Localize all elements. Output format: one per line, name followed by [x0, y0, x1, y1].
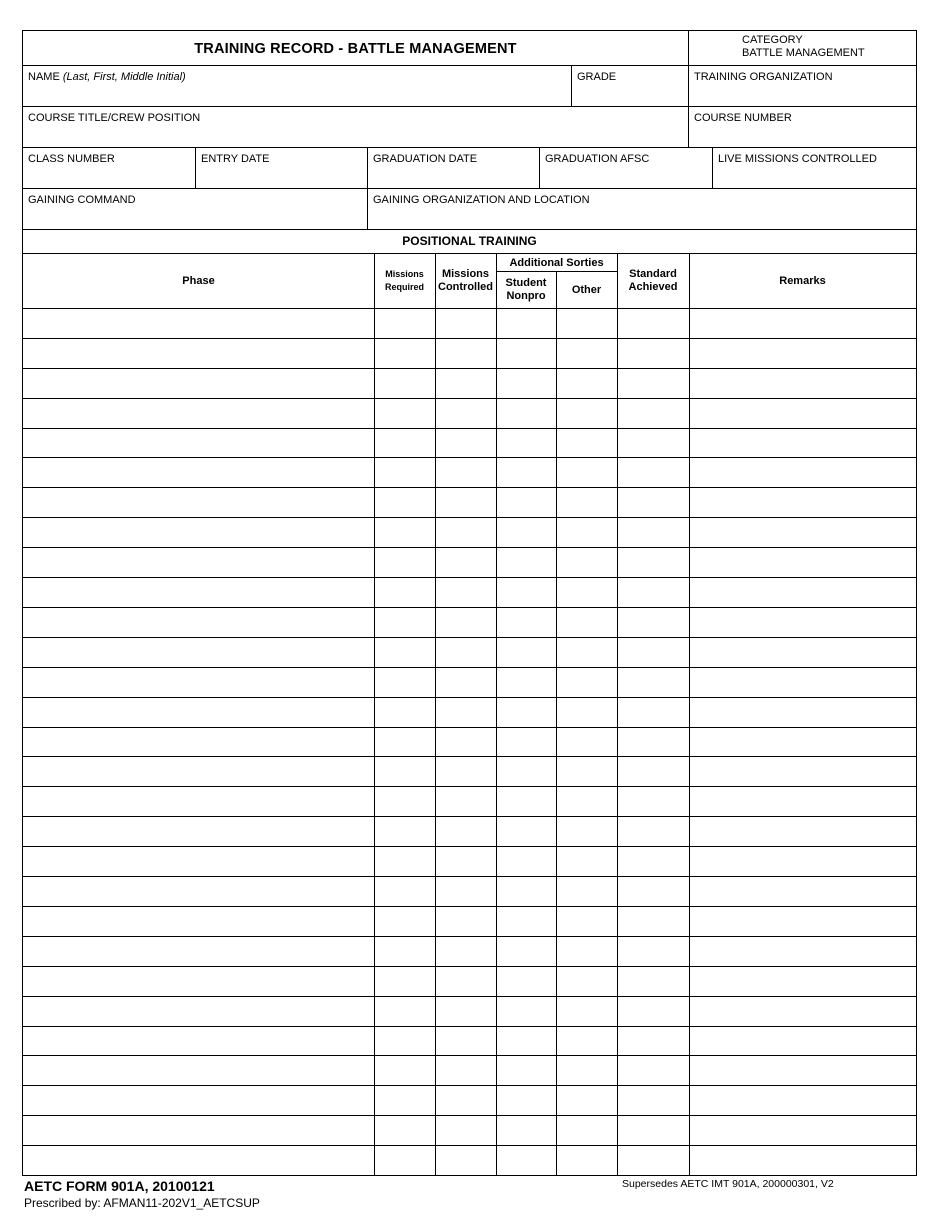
positional-training-title: POSITIONAL TRAINING	[402, 234, 537, 248]
header-additional-sorties: Additional Sorties	[509, 256, 604, 269]
graduation-date-field[interactable]	[367, 148, 539, 188]
table-row[interactable]	[23, 309, 916, 339]
header-standard-achieved	[617, 254, 689, 308]
category-box	[688, 31, 916, 65]
form-id: AETC FORM 901A, 20100121	[24, 1178, 215, 1194]
supersedes-note: Supersedes AETC IMT 901A, 200000301, V2	[622, 1178, 834, 1190]
table-row[interactable]	[23, 518, 916, 548]
course-row	[23, 107, 916, 148]
name-hint: (Last, First, Middle Initial)	[62, 71, 186, 83]
category-label: CATEGORY	[742, 34, 803, 46]
training-org-field[interactable]	[688, 66, 916, 106]
col-line-6	[689, 254, 690, 1176]
course-number-field[interactable]	[688, 107, 916, 147]
table-row[interactable]	[23, 1086, 916, 1116]
header-student-nonpro	[496, 272, 556, 308]
header-student-nonpro-line1: Student	[505, 277, 547, 289]
course-title-label: COURSE TITLE/CREW POSITION	[28, 112, 201, 124]
course-title-field[interactable]	[23, 107, 688, 147]
name-field[interactable]	[23, 66, 571, 106]
name-row	[23, 66, 916, 107]
col-line-2	[435, 254, 436, 1176]
table-row[interactable]	[23, 578, 916, 608]
table-row[interactable]	[23, 1027, 916, 1057]
prescribed-by: Prescribed by: AFMAN11-202V1_AETCSUP	[24, 1196, 260, 1210]
course-number-label: COURSE NUMBER	[694, 112, 792, 124]
header-missions-controlled-line1: Missions	[441, 268, 490, 280]
grade-field[interactable]	[571, 66, 688, 106]
table-row[interactable]	[23, 369, 916, 399]
gaining-command-field[interactable]	[23, 189, 367, 229]
table-row[interactable]	[23, 728, 916, 758]
table-row[interactable]	[23, 698, 916, 728]
col-line-4	[556, 272, 557, 1176]
class-number-field[interactable]	[23, 148, 195, 188]
table-row[interactable]	[23, 937, 916, 967]
table-row[interactable]	[23, 847, 916, 877]
table-row[interactable]	[23, 787, 916, 817]
table-row[interactable]	[23, 548, 916, 578]
table-row[interactable]	[23, 757, 916, 787]
table-row[interactable]	[23, 997, 916, 1027]
live-missions-label: LIVE MISSIONS CONTROLLED	[718, 153, 877, 165]
header-missions-required	[374, 254, 435, 308]
header-missions-required-line2: Required	[384, 282, 424, 292]
class-row	[23, 148, 916, 189]
table-row[interactable]	[23, 339, 916, 369]
table-row[interactable]	[23, 877, 916, 907]
category-value: BATTLE MANAGEMENT	[742, 47, 865, 59]
table-row[interactable]	[23, 907, 916, 937]
header-missions-controlled-line2: Controlled	[438, 281, 493, 293]
col-line-3	[496, 254, 497, 1176]
class-number-label: CLASS NUMBER	[28, 153, 115, 165]
name-label: NAME	[28, 71, 60, 83]
header-missions-controlled	[435, 254, 496, 308]
table-row[interactable]	[23, 1116, 916, 1146]
table-row[interactable]	[23, 817, 916, 847]
grade-label: GRADE	[577, 71, 617, 83]
live-missions-field[interactable]	[712, 148, 916, 188]
gaining-org-label: GAINING ORGANIZATION AND LOCATION	[373, 194, 590, 206]
training-record-form	[22, 30, 917, 1176]
table-row[interactable]	[23, 1056, 916, 1086]
table-row[interactable]	[23, 488, 916, 518]
gaining-row	[23, 189, 916, 230]
header-standard-achieved-line2: Achieved	[628, 281, 678, 293]
table-row[interactable]	[23, 458, 916, 488]
table-row[interactable]	[23, 638, 916, 668]
col-line-1	[374, 254, 375, 1176]
header-missions-required-line1: Missions	[385, 269, 424, 279]
header-student-nonpro-line2: Nonpro	[506, 290, 546, 302]
positional-training-row	[23, 230, 916, 254]
col-line-5	[617, 254, 618, 1176]
gaining-command-label: GAINING COMMAND	[28, 194, 136, 206]
graduation-date-label: GRADUATION DATE	[373, 153, 478, 165]
table-row[interactable]	[23, 608, 916, 638]
entry-date-field[interactable]	[195, 148, 367, 188]
training-org-label: TRAINING ORGANIZATION	[694, 71, 833, 83]
gaining-org-field[interactable]	[367, 189, 916, 229]
header-standard-achieved-line1: Standard	[629, 268, 677, 280]
header-other: Other	[571, 283, 602, 296]
table-row[interactable]	[23, 399, 916, 429]
table-row[interactable]	[23, 668, 916, 698]
table-row[interactable]	[23, 967, 916, 997]
entry-date-label: ENTRY DATE	[201, 153, 270, 165]
graduation-afsc-field[interactable]	[539, 148, 712, 188]
header-phase: Phase	[182, 274, 215, 287]
table-row[interactable]	[23, 429, 916, 459]
title-row	[23, 31, 916, 66]
table-header-row	[23, 254, 916, 309]
form-title: TRAINING RECORD - BATTLE MANAGEMENT	[194, 41, 517, 57]
table-row[interactable]	[23, 1146, 916, 1176]
graduation-afsc-label: GRADUATION AFSC	[545, 153, 650, 165]
header-remarks: Remarks	[779, 274, 826, 287]
